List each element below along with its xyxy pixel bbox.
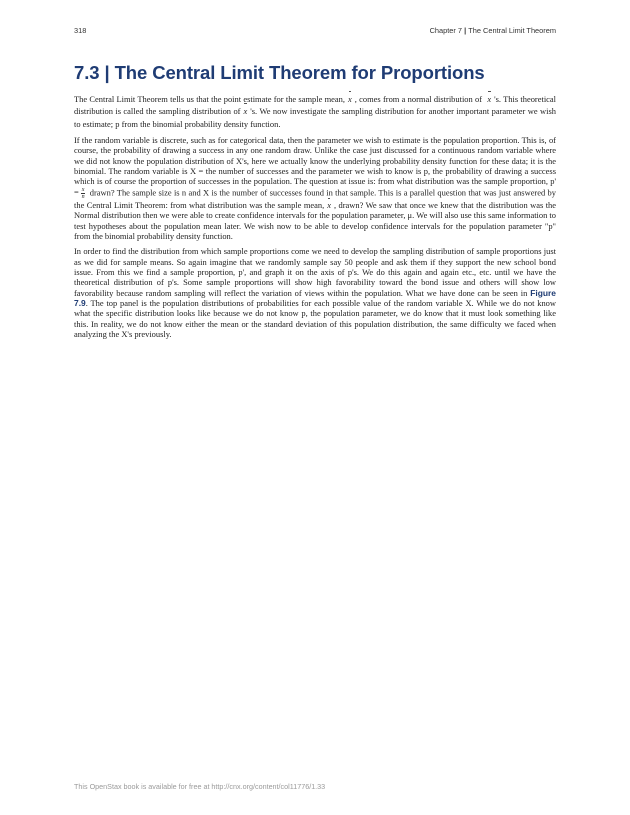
x-bar-symbol: x — [327, 200, 331, 211]
text-run: 's. We now investigate the sampling distribution for another important parameter we wish to estimate; p from the binomial probability density function. — [74, 106, 556, 129]
text-run: 's. This theoretical distribution is called the sampling distribution of — [74, 94, 556, 117]
formula-lhs: p' = — [74, 176, 556, 198]
fraction-denominator: n — [81, 193, 85, 200]
page-footer: This OpenStax book is available for free at http://cnx.org/content/col11776/1.33 — [74, 782, 326, 791]
text-run: If the random variable is discrete, such as for categorical data, then the parameter we wish to estimate is the population proportion. This is, of course, the probability of drawing a success in any one random draw. Unlike the case just discussed for a continuous random variable where we did not know the population distribution of X's, here we actually know the underlying probability density function for these data; it is the binomial. The random variable is X = the number of successes and the parameter we wish to know is p, the probability of drawing a success which is of course the proportion of successes in the population. The question at issue is: from what distribution was the sample proportion, — [74, 135, 556, 187]
header-separator: | — [462, 26, 469, 35]
x-bar-symbol: x — [243, 106, 248, 117]
running-header-page-number: 318 — [74, 26, 87, 35]
text-run: . The top panel is the population distributions of probabilities for each possible value of the random variable X. While we do not know what the specific distribution looks like because we do not know p, the population parameter, we do know that it must look something like this. In reality, we do not know either the mean or the standard deviation of this population distribution, the same difficulty we faced when analyzing the X's previously. — [74, 298, 556, 340]
x-bar-symbol: x — [348, 94, 352, 104]
section-title-separator: | — [99, 62, 115, 83]
text-run: , drawn? We saw that once we knew that the distribution was the Normal distribution then we were able to create confidence intervals for the population parameter, μ. We will also use this same information to test hypotheses about the population mean later. We wish now to be able to develop confidence intervals for the population parameter "p" from the binomial probability density function. — [74, 200, 556, 242]
x-bar-symbol: x — [487, 94, 492, 104]
paragraph-3 — [74, 246, 556, 339]
figure-7-9-link[interactable]: Figure 7.9 — [74, 287, 556, 309]
section-title — [74, 62, 556, 84]
fraction-numerator: x — [81, 186, 85, 193]
text-run: The Central Limit Theorem tells us that the point estimate for the sample mean, — [74, 94, 345, 104]
text-run: , comes from a normal distribution of — [354, 94, 483, 104]
chapter-label: Chapter 7 — [429, 26, 463, 35]
text-run: In order to find the distribution from which sample proportions come we need to develop the sampling distribution of sample proportions just as we did for sample means. So again imagine that we randomly sample say 50 people and ask them if they support the new school bond issue. From this we find a sample proportion, p', and graph it on the axis of p's. We do this again and again etc., etc. until we have the theoretical distribution of p's. Some sample proportions will show high favorability toward the bond issue and others will show low favorability because random sampling will reflect the variation of views within the population. What we have done can be seen in — [74, 246, 556, 298]
section-number: 7.3 — [74, 62, 100, 83]
fraction-x-over-n — [81, 187, 86, 200]
paragraph-2 — [74, 135, 556, 242]
text-run: drawn? The sample size is n and X is the number of successes found in that sample. This is a parallel question that was just answered by the Central Limit Theorem: from what distribution was the sample mean, — [74, 187, 556, 211]
chapter-title: The Central Limit Theorem — [468, 26, 556, 35]
paragraph-1 — [74, 93, 556, 130]
running-header-chapter — [430, 26, 556, 35]
section-title-text: The Central Limit Theorem for Proportions — [114, 62, 485, 83]
body-text — [74, 93, 556, 344]
